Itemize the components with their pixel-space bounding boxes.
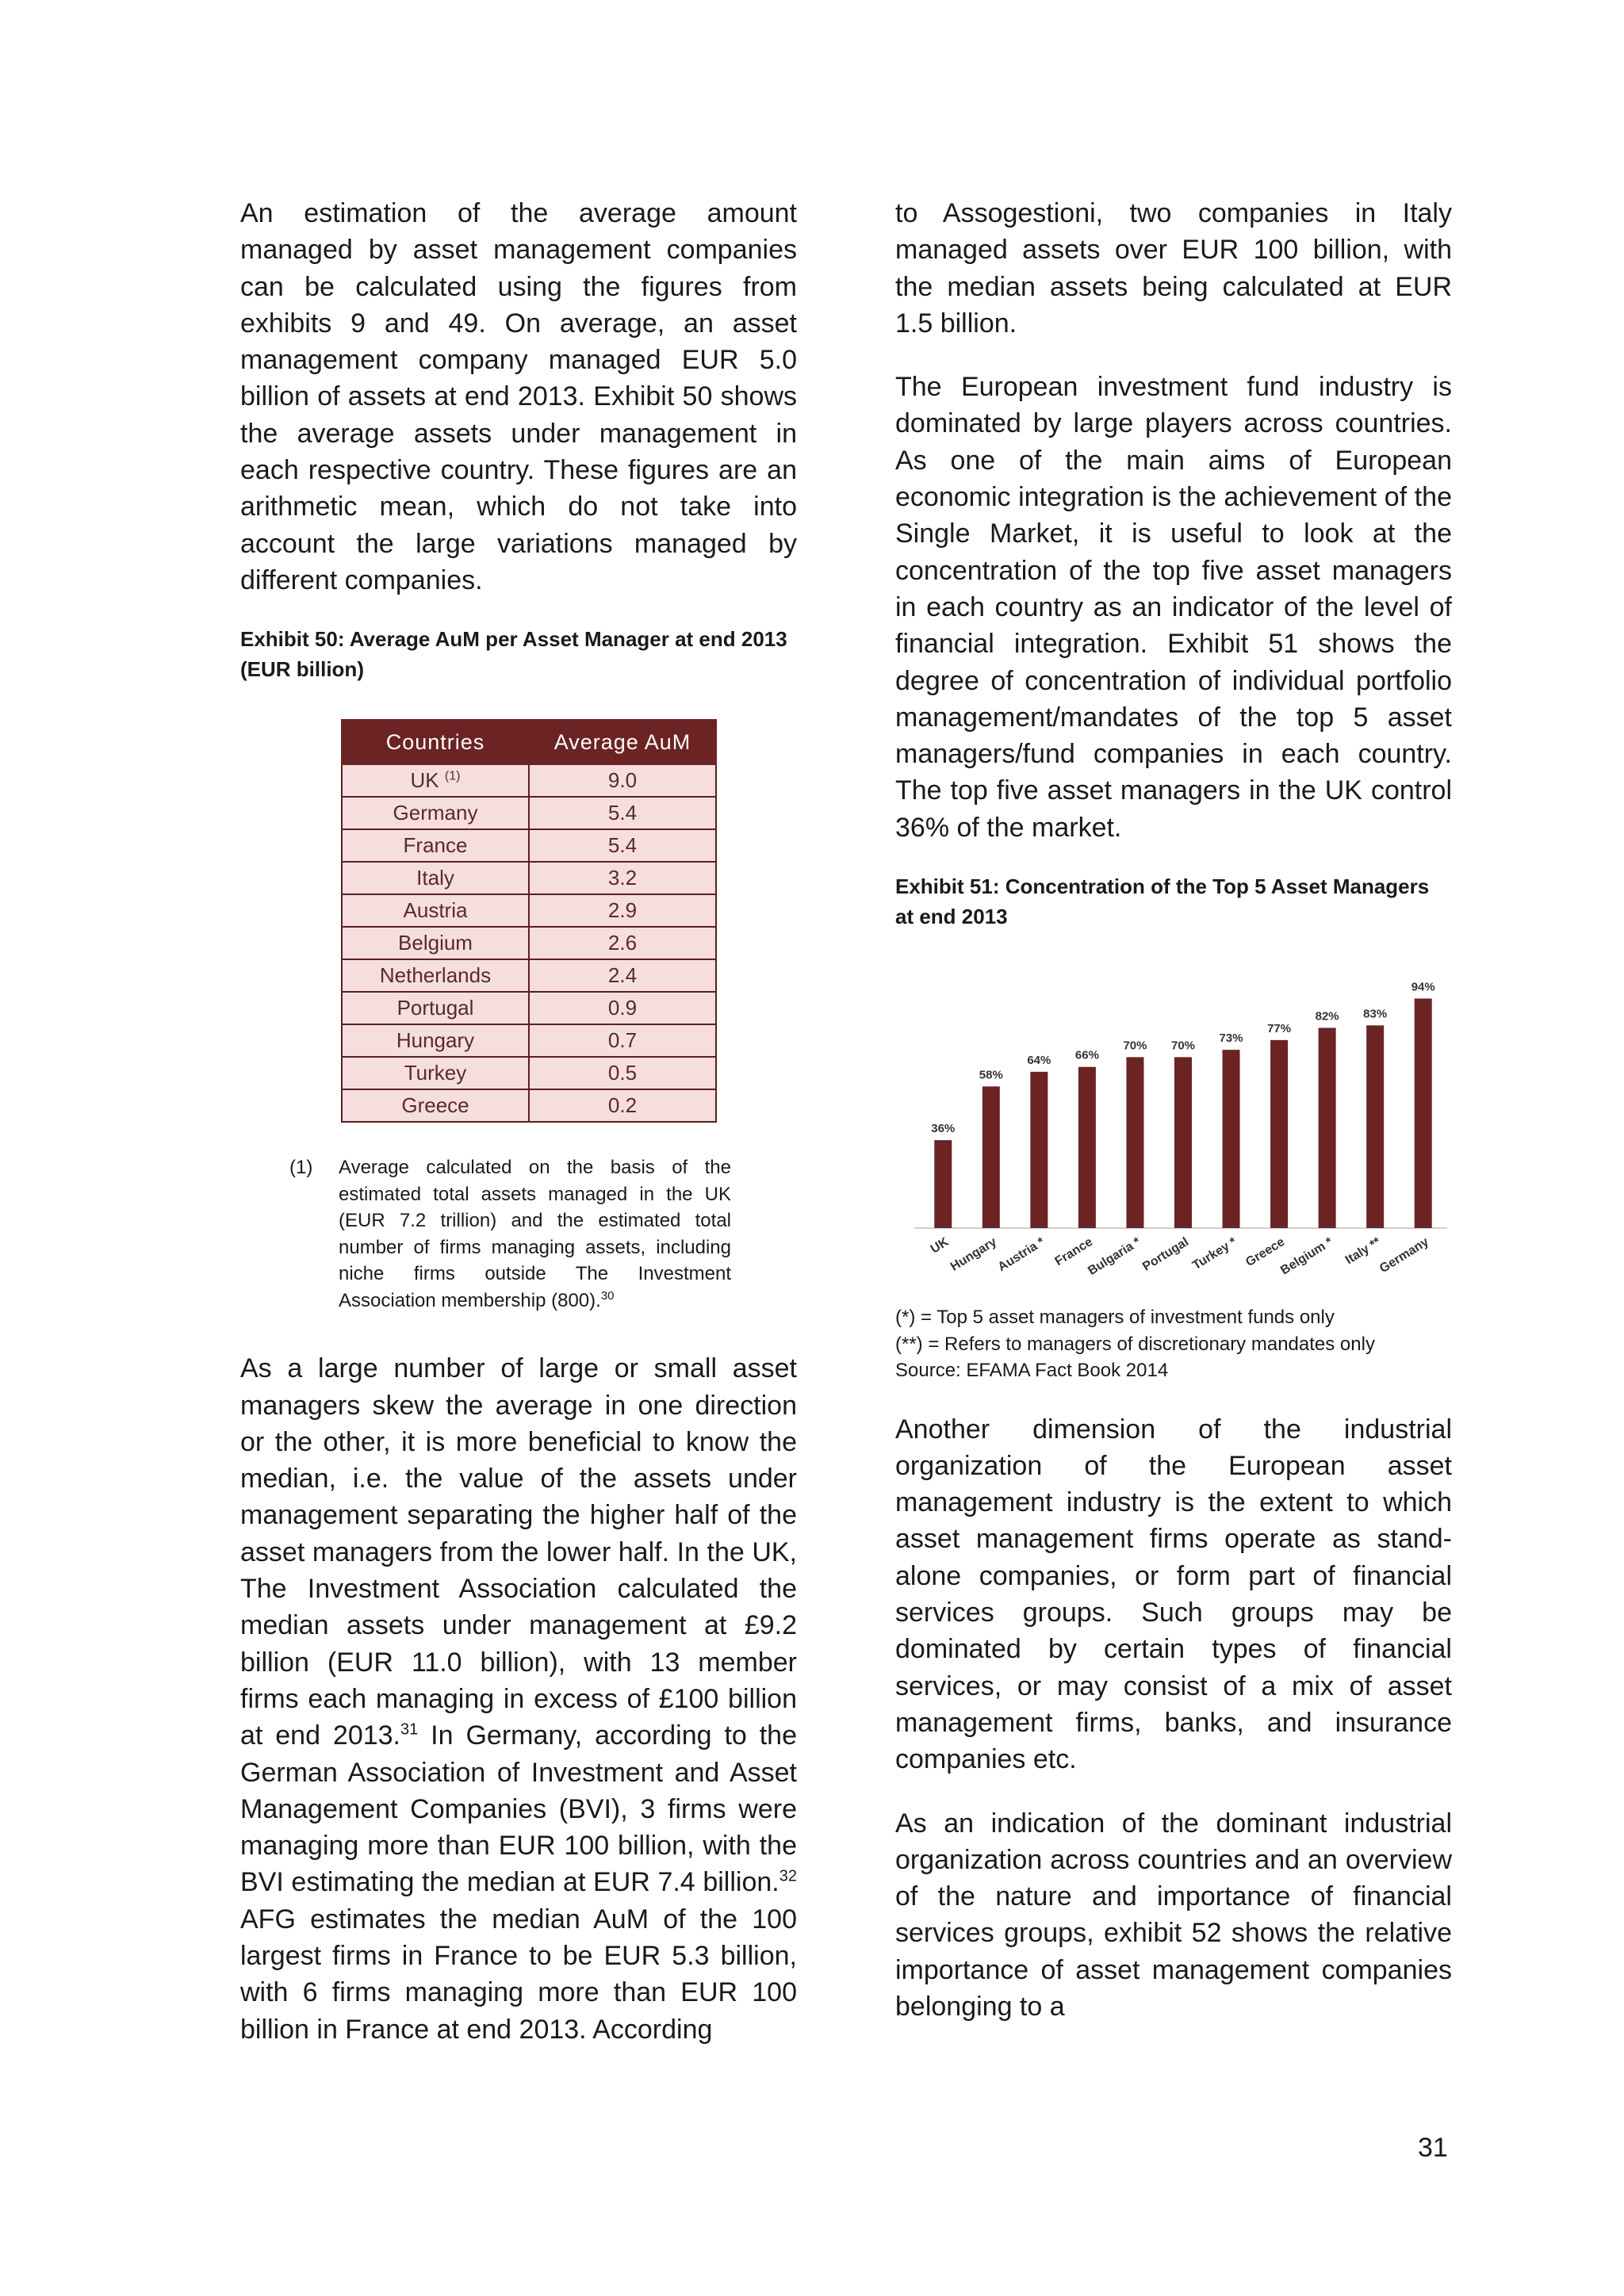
table-header-row [342,720,716,764]
bar [1366,1025,1384,1228]
category-tick-label: Italy ** [1342,1235,1384,1268]
value-cell: 3.2 [529,862,716,894]
paragraph: to Assogestioni, two companies in Italy managed assets over EUR 100 billion, with the median assets being calculated at EUR 1.5 billion. [895,198,1452,339]
category-tick-label: Austria * [995,1235,1048,1275]
table-row [342,764,716,797]
data-label: 70% [1170,1039,1196,1053]
country-cell: Greece [342,1089,529,1122]
chart-note: (**) = Refers to managers of discretionary mandates only [895,1333,1375,1355]
bar [1270,1040,1288,1228]
country-cell: Germany [342,797,529,829]
table-row [342,797,716,829]
table-row [342,894,716,927]
paragraph: An estimation of the average amount managed by asset management companies can be calculated using the figures from exhibits 9 and 49. On average, an asset management company managed EUR 5.0 billion of assets at end 2013. Exhibit 50 shows the average assets under management in each respective country. These figures are an arithmetic mean, which do not take into account the large variations managed by different companies. [240,198,797,595]
value-cell: 9.0 [529,764,716,797]
value-cell: 2.9 [529,894,716,927]
category-tick-label: Hungary [948,1235,999,1274]
category-tick-label: Greece [1243,1235,1288,1270]
category-tick-label: Belgium * [1278,1235,1335,1278]
column-header-average-aum: Average AuM [529,720,716,764]
table-row [342,1024,716,1057]
value-cell: 0.7 [529,1024,716,1057]
country-cell: Hungary [342,1024,529,1057]
table-row [342,927,716,959]
column-header-countries: Countries [342,720,529,764]
footnote-number: (1) [289,1157,313,1179]
chart-note: (*) = Top 5 asset managers of investment funds only [895,1307,1335,1329]
category-tick-label: France [1052,1235,1096,1269]
data-label: 77% [1267,1021,1292,1035]
bar [1174,1057,1192,1228]
footnote-reference: 32 [779,1868,797,1886]
value-cell: 0.9 [529,992,716,1024]
footnote-reference: 30 [600,1288,615,1303]
value-cell: 0.2 [529,1089,716,1122]
exhibit-51-title: Exhibit 51: Concentration of the Top 5 Asset Managers at end 2013 [895,874,1430,929]
left-column [240,195,797,2048]
data-label: 64% [1027,1053,1051,1067]
data-label: 94% [1411,980,1435,994]
footnote-text: Average calculated on the basis of the estimated total assets managed in the UK (EUR 7.2 trillion) and the estimated total number of firms managing assets, including niche firms outside The Investment Association membership (800). [339,1157,731,1311]
country-cell: Austria [342,894,529,927]
data-label: 58% [979,1068,1003,1082]
bar [934,1140,952,1228]
exhibit-50-title: Exhibit 50: Average AuM per Asset Manager at end 2013 (EUR billion) [240,627,787,682]
data-label: 36% [931,1122,956,1136]
chart-notes [895,1304,1452,1384]
value-cell: 0.5 [529,1057,716,1089]
footnote-mark: (1) [444,769,461,783]
bar [1126,1057,1143,1228]
data-label: 66% [1074,1048,1099,1062]
category-tick-label: Bulgaria * [1086,1235,1143,1279]
category-tick-label: Portugal [1140,1235,1192,1274]
table-row [342,1089,716,1122]
category-tick-label: Germany [1377,1235,1431,1276]
concentration-bar-chart [895,976,1452,1299]
value-cell: 5.4 [529,829,716,862]
bar [1319,1027,1336,1228]
paragraph: The European investment fund industry is dominated by large players across countries. As one of the main aims of European economic integration is the achievement of the Single Market, it is useful to look at the concentration of the top five asset managers in each country as an indicator of the level of financial integration. Exhibit 51 shows the degree of concentration of individual portfolio management/mandates of the top 5 asset managers/fund companies in each country. The top five asset managers in the UK control 36% of the market. [895,372,1452,843]
country-cell: Italy [342,862,529,894]
bar [1078,1067,1096,1228]
table-footnote [240,1154,731,1314]
page-number: 31 [1418,2133,1448,2163]
right-column [895,195,1452,2025]
bar [1415,999,1432,1229]
table-row [342,992,716,1024]
data-label: 82% [1315,1009,1339,1024]
bar [1223,1050,1240,1228]
category-tick-label: Turkey * [1190,1235,1239,1273]
value-cell: 5.4 [529,797,716,829]
bar-chart-svg [895,976,1452,1299]
table-row [342,1057,716,1089]
bar [982,1086,1000,1228]
value-cell: 2.4 [529,959,716,992]
average-aum-table [341,719,717,1123]
country-cell: Netherlands [342,959,529,992]
country-cell: UK $^{(1)}$ [342,764,529,797]
data-label: 73% [1219,1031,1243,1046]
table-row [342,959,716,992]
category-tick-label: UK [928,1235,952,1257]
country-cell: Portugal [342,992,529,1024]
table-row [342,862,716,894]
data-label: 70% [1123,1039,1147,1053]
footnote-reference: 31 [400,1720,419,1739]
country-cell: France [342,829,529,862]
paragraph: As an indication of the dominant industrial organization across countries and an overview of the nature and importance of financial services groups, exhibit 52 shows the relative importance of asset management companies belonging to a [895,1808,1452,2022]
data-label: 83% [1363,1007,1388,1021]
paragraph: As a large number of large or small asset managers skew the average in one direction or the other, it is more beneficial to know the median, i.e. the value of the assets under management separating the higher half of the asset managers from the lower half. In the UK, The Investment Association calculated the median assets under management at £9.2 billion (EUR 11.0 billion), with 13 member firms each managing in excess of £100 billion at end 2013.31 In Germany, according to the German Association of Investment and Asset Management Companies (BVI), 3 firms were managing more than EUR 100 billion, with the BVI estimating the median at EUR 7.4 billion.$^{32}$ AFG estimates the median AuM of the 100 largest firms in France to be EUR 5.3 billion, with 6 firms managing more than EUR 100 billion in France at end 2013. According [240,1353,798,2045]
value-cell: 2.6 [529,927,716,959]
bar [1030,1072,1048,1228]
paragraph: Another dimension of the industrial organization of the European asset management industry is the extent to which asset management firms operate as stand-alone companies, or form part of financial services groups. Such groups may be dominated by certain types of financial services, or may consist of a mix of asset management firms, banks, and insurance companies etc. [895,1414,1452,1775]
country-cell: Belgium [342,927,529,959]
country-cell: Turkey [342,1057,529,1089]
table-row [342,829,716,862]
chart-source: Source: EFAMA Fact Book 2014 [895,1360,1169,1382]
